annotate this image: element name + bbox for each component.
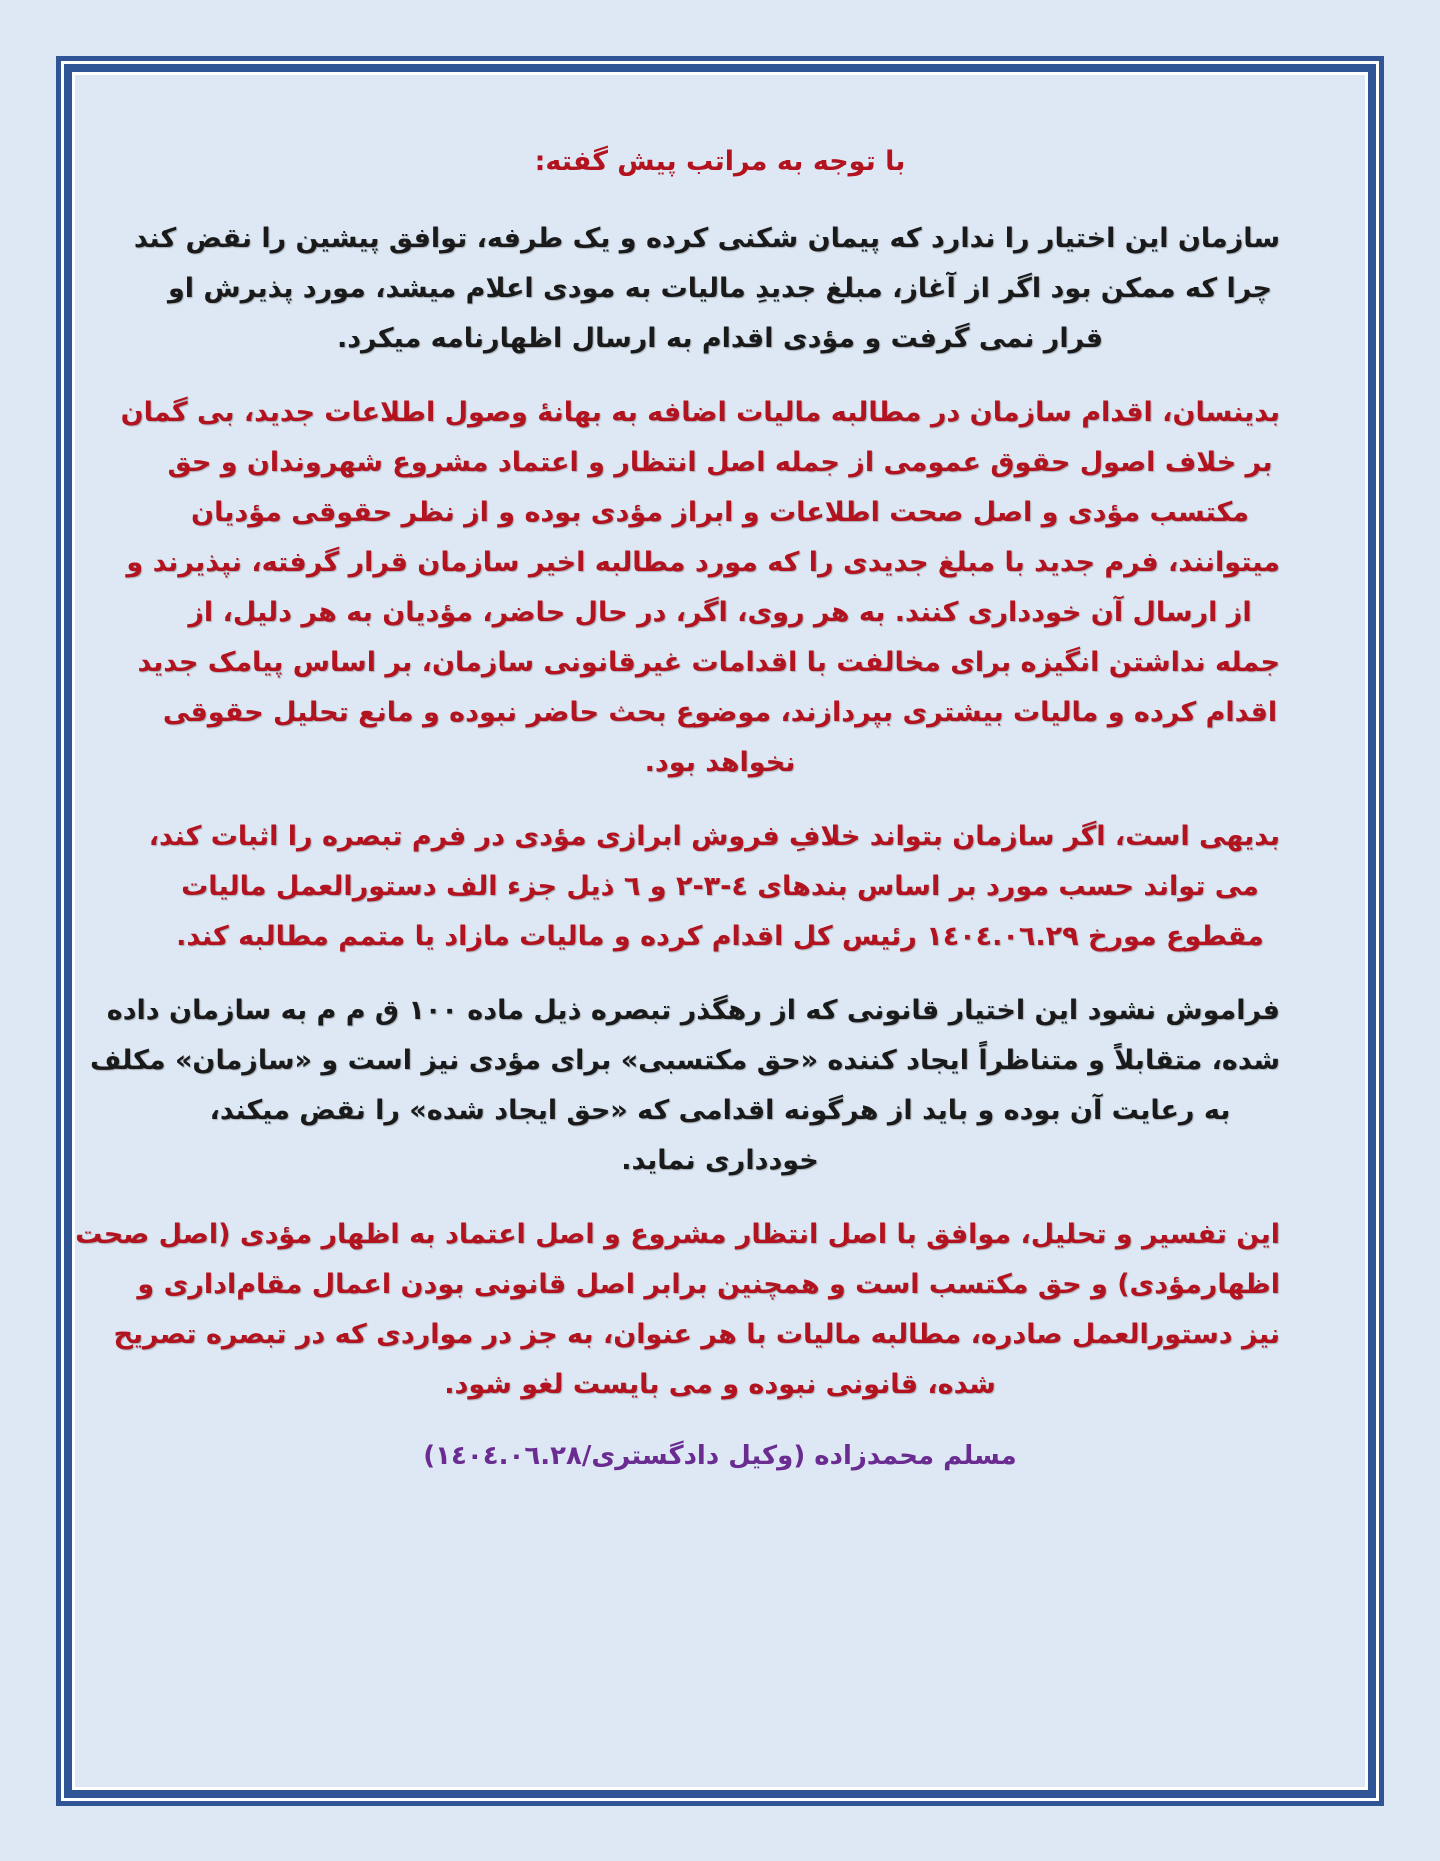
text-line: سازمان این اختیار را ندارد که پیمان شکنی کرده و یک طرفه، توافق پیشین را نقض کند (133, 223, 1280, 254)
text-line: بدیهی است، اگر سازمان بتواند خلافِ فروش ابرازی مؤدی در فرم تبصره را اثبات کند، (148, 821, 1280, 852)
text-line: بر خلاف اصول حقوق عمومی از جمله اصل انتظار و اعتماد مشروع شهروندان و حق (167, 447, 1273, 478)
text-line: میتوانند، فرم جدید با مبلغ جدیدی را که مورد مطالبه اخیر سازمان قرار گرفته، نپذیرند و (126, 547, 1280, 578)
text-line: این تفسیر و تحلیل، موافق با اصل انتظار مشروع و اصل اعتماد به اظهار مؤدی (اصل صحت (75, 1219, 1280, 1250)
text-line: نیز دستورالعمل صادره، مطالبه مالیات با هر عنوان، به جز در مواردی که در تبصره تصریح (113, 1319, 1280, 1350)
text-line: شده، قانونی نبوده و می بایست لغو شود. (444, 1369, 996, 1400)
text-line: می تواند حسب مورد بر اساس بندهای ٤-٣-٢ و ٦ ذیل جزء الف دستورالعمل مالیات (181, 871, 1259, 902)
text-line: اقدام کرده و مالیات بیشتری بپردازند، موضوع بحث حاضر نبوده و مانع تحلیل حقوقی (162, 697, 1278, 728)
text-line: شده، متقابلاً و متناظراً ایجاد کننده «حق مکتسبی» برای مؤدی نیز است و «سازمان» مکلف (89, 1045, 1280, 1076)
text-line: فراموش نشود این اختیار قانونی که از رهگذر تبصره ذیل ماده ١٠٠ ق م م به سازمان داده (106, 995, 1280, 1026)
text-line: از ارسال آن خودداری کنند. به هر روی، اگر، در حال حاضر، مؤدیان به هر دلیل، از (188, 597, 1252, 628)
text-line: چرا که ممکن بود اگر از آغاز، مبلغ جدیدِ مالیات به مودی اعلام میشد، مورد پذیرش او (167, 273, 1272, 304)
text-line: مکتسب مؤدی و اصل صحت اطلاعات و ابراز مؤدی بوده و از نظر حقوقی مؤدیان (191, 497, 1249, 528)
text-line: به رعایت آن بوده و باید از هرگونه اقدامی که «حق ایجاد شده» را نقض میکند، (209, 1095, 1231, 1126)
text-line: خودداری نماید. (621, 1145, 819, 1176)
paragraph-proof-of-sales (148, 812, 1280, 962)
text-line: جمله نداشتن انگیزه برای مخالفت با اقدامات غیرقانونی سازمان، بر اساس پیامک جدید (137, 647, 1280, 678)
text-line: بدینسان، اقدام سازمان در مطالبه مالیات اضافه به بهانهٔ وصول اطلاعات جدید، بی گمان (120, 397, 1280, 428)
document-body (75, 140, 1280, 1478)
author-signature: مسلم محمدزاده (وکیل دادگستری/١٤٠٤.٠٦.٢٨) (423, 1441, 1017, 1471)
text-line: نخواهد بود. (644, 747, 796, 778)
document-heading: با توجه به مراتب پیش گفته: (534, 146, 906, 177)
paragraph-legal-principles (120, 388, 1280, 788)
text-line: قرار نمی گرفت و مؤدی اقدام به ارسال اظهارنامه میکرد. (336, 323, 1104, 354)
paragraph-acquired-right (89, 986, 1280, 1186)
text-line: اظهارمؤدی) و حق مکتسب است و همچنین برابر اصل قانونی بودن اعمال مقام‌اداری و (137, 1269, 1280, 1300)
paragraph-agreement-breach (133, 214, 1280, 364)
paragraph-conclusion (75, 1210, 1280, 1410)
text-line: مقطوع مورخ ١٤٠٤.٠٦.٢٩ رئیس کل اقدام کرده و مالیات مازاد یا متمم مطالبه کند. (176, 921, 1264, 952)
